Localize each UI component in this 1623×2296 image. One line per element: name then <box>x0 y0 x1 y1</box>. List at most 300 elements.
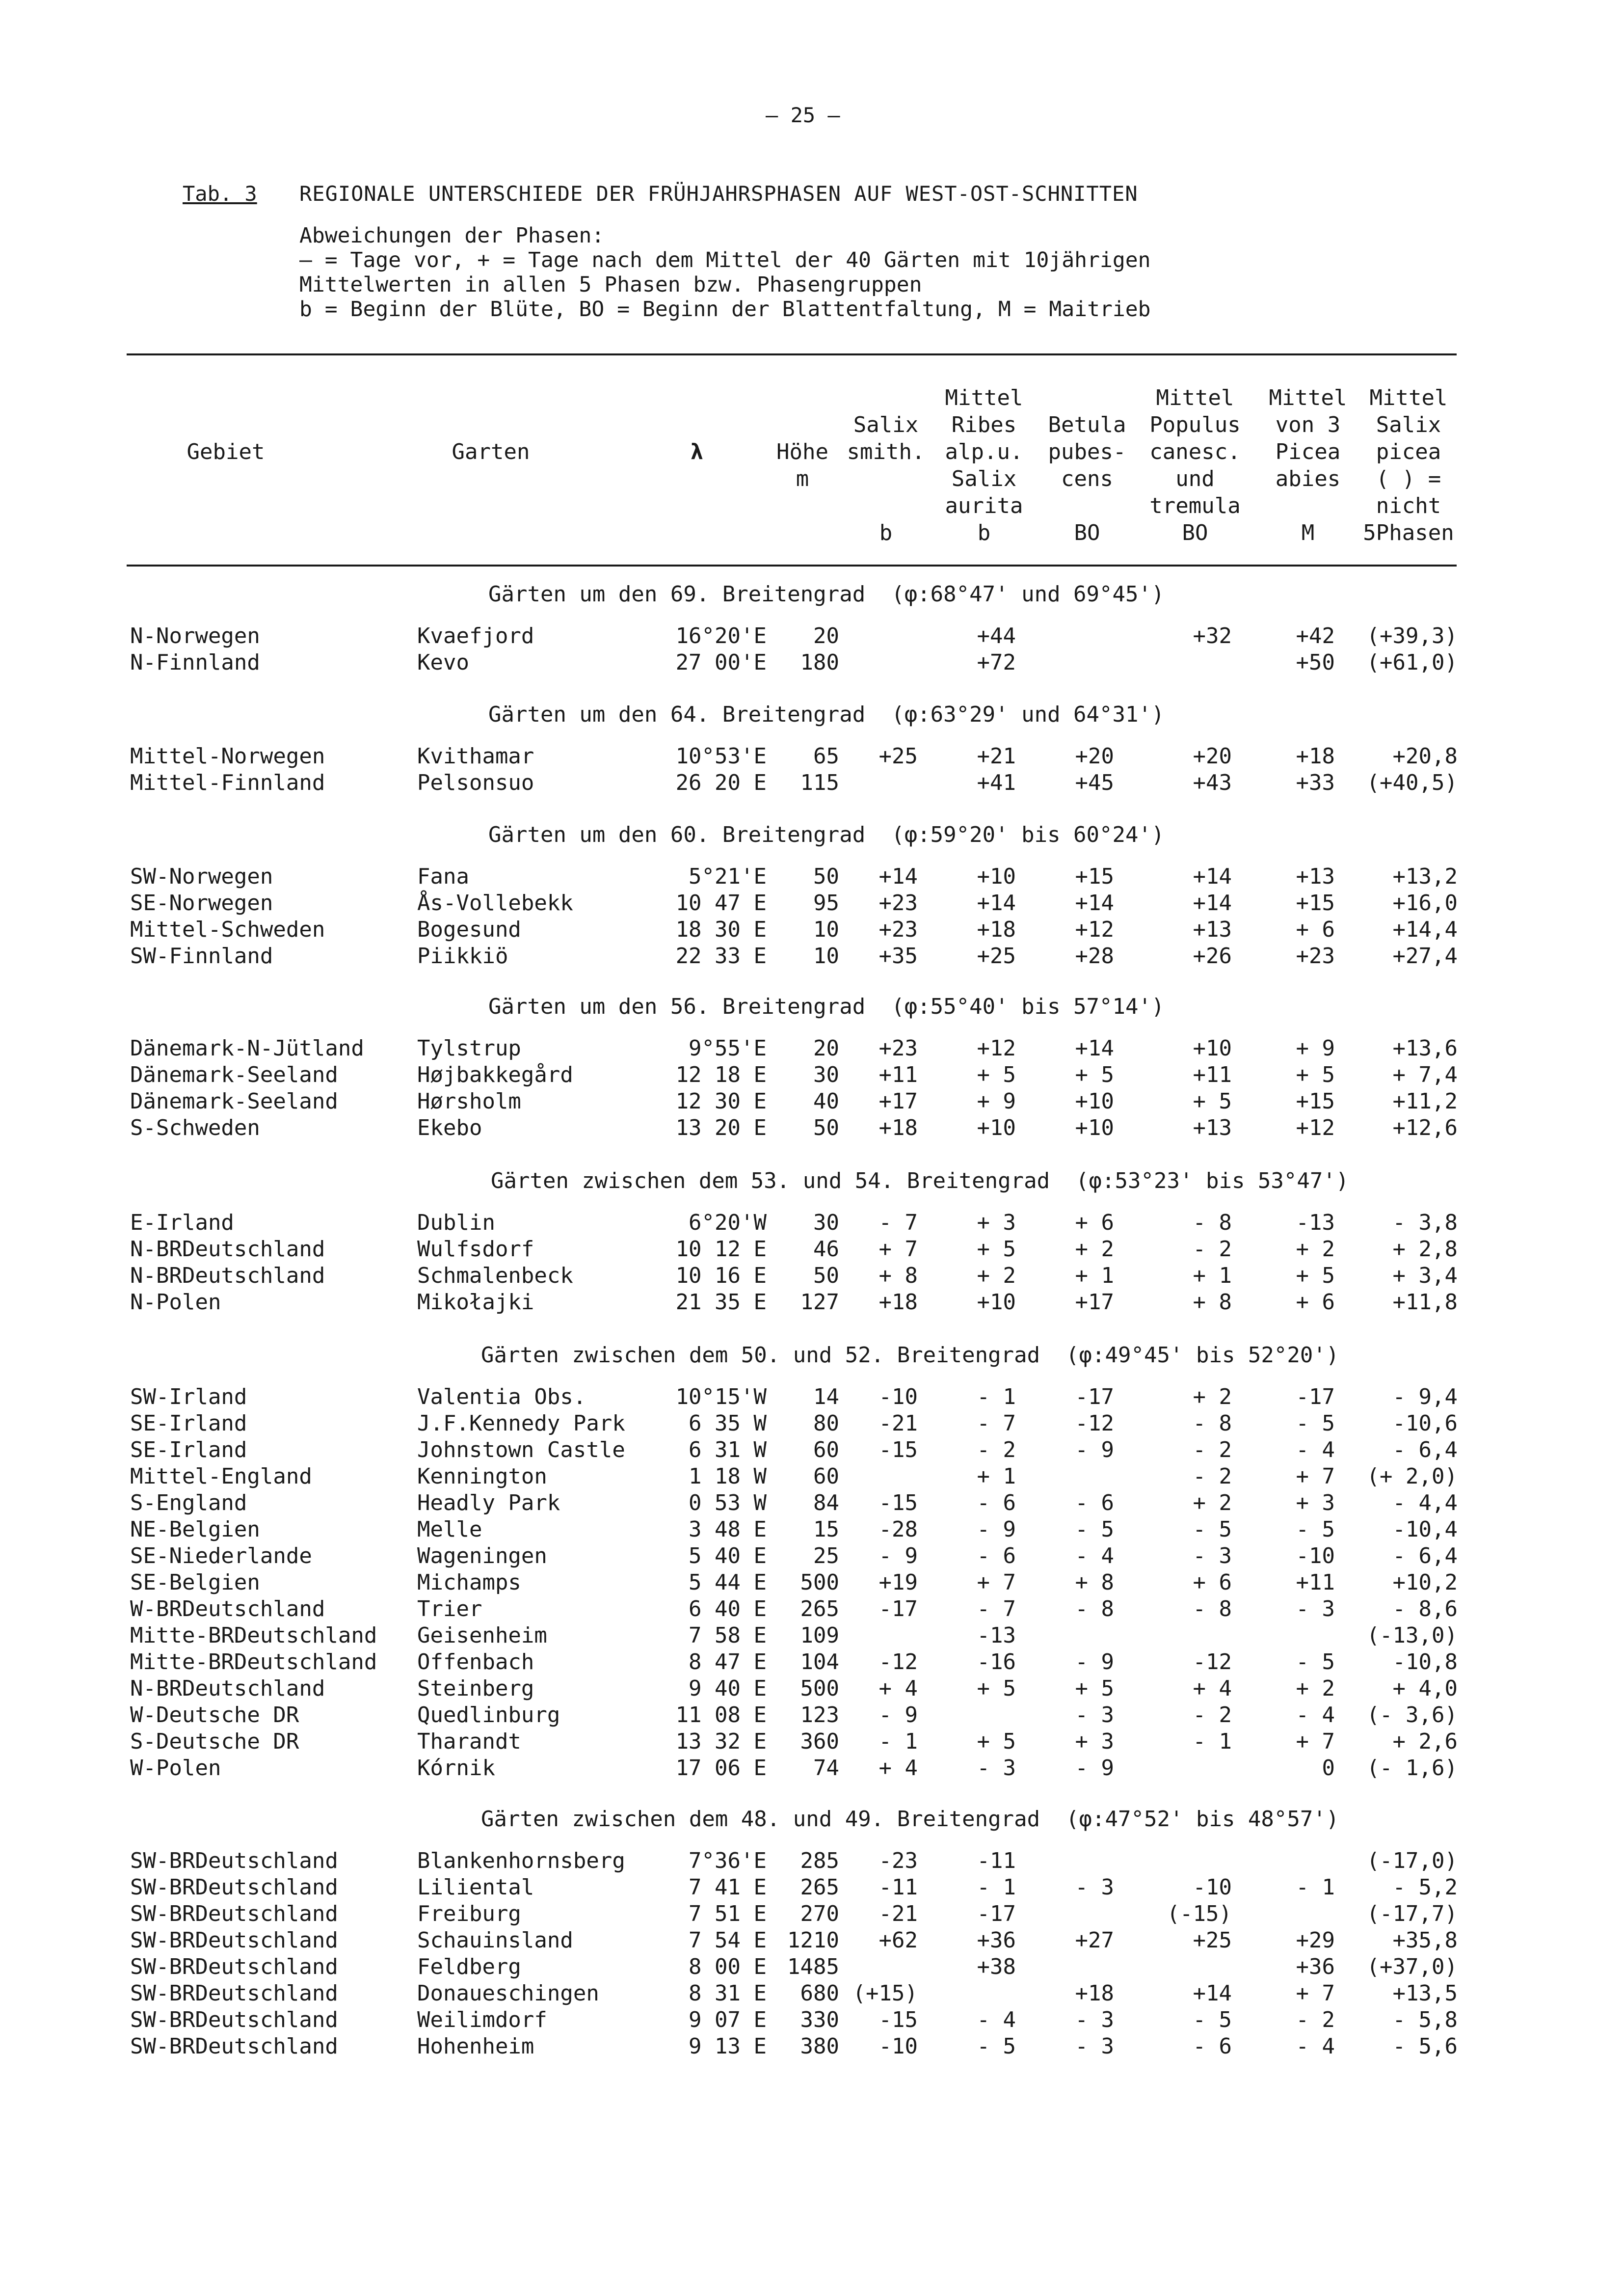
cell-hoehe: 1485 <box>787 1954 839 1979</box>
table-row <box>0 1875 1623 1901</box>
cell-salixp: +11,8 <box>1392 1290 1458 1315</box>
cell-populus: -12 <box>1193 1649 1232 1675</box>
table-row <box>0 1848 1623 1875</box>
cell-gebiet: SW-BRDeutschland <box>130 1901 338 1926</box>
cell-ribes: - 6 <box>977 1543 1016 1568</box>
cell-garten: Wageningen <box>417 1543 547 1568</box>
cell-gebiet: SW-BRDeutschland <box>130 1875 338 1900</box>
cell-salixp: (- 1,6) <box>1366 1756 1458 1781</box>
cell-salix: - 1 <box>878 1729 918 1754</box>
table-row <box>0 1954 1623 1981</box>
cell-ribes: -13 <box>977 1623 1016 1648</box>
cell-betula: +45 <box>1075 770 1114 795</box>
cell-salixp: +12,6 <box>1392 1115 1458 1140</box>
header-salix-smith: Salix smith. b <box>847 412 925 545</box>
cell-salix: -15 <box>878 1437 918 1462</box>
cell-garten: Michamps <box>417 1570 521 1595</box>
table-row <box>0 2007 1623 2034</box>
cell-hoehe: 84 <box>813 1490 839 1515</box>
cell-hoehe: 60 <box>813 1437 839 1462</box>
cell-salix: -15 <box>878 2007 918 2032</box>
cell-lam: 10°15'W <box>675 1384 767 1409</box>
cell-lam: 11 08 E <box>675 1702 767 1728</box>
table-row <box>0 1543 1623 1570</box>
cell-ribes: +44 <box>977 623 1016 648</box>
cell-lam: 22 33 E <box>675 944 767 969</box>
cell-garten: J.F.Kennedy Park <box>417 1411 625 1436</box>
cell-populus: - 2 <box>1193 1437 1232 1462</box>
cell-lam: 7 58 E <box>689 1623 767 1648</box>
cell-salixp: - 6,4 <box>1392 1543 1458 1568</box>
cell-ribes: +25 <box>977 944 1016 969</box>
cell-populus: +13 <box>1193 1115 1232 1140</box>
table-row <box>0 770 1623 797</box>
cell-hoehe: 40 <box>813 1089 839 1114</box>
cell-ribes: + 2 <box>977 1263 1016 1288</box>
table-row <box>0 1464 1623 1490</box>
cell-picea: + 3 <box>1296 1490 1335 1515</box>
cell-ribes: - 2 <box>977 1437 1016 1462</box>
cell-lam: 16°20'E <box>675 623 767 648</box>
cell-salix: - 9 <box>878 1702 918 1728</box>
cell-betula: + 5 <box>1075 1062 1114 1087</box>
cell-gebiet: N-Finnland <box>130 650 260 675</box>
cell-gebiet: N-BRDeutschland <box>130 1676 325 1701</box>
cell-hoehe: 60 <box>813 1464 839 1489</box>
cell-ribes: -11 <box>977 1848 1016 1873</box>
cell-garten: Ekebo <box>417 1115 482 1140</box>
cell-ribes: + 5 <box>977 1676 1016 1701</box>
cell-populus: + 4 <box>1193 1676 1232 1701</box>
cell-gebiet: SW-Irland <box>130 1384 247 1409</box>
cell-hoehe: 14 <box>813 1384 839 1409</box>
cell-picea: +33 <box>1296 770 1335 795</box>
cell-hoehe: 123 <box>800 1702 839 1728</box>
cell-gebiet: SE-Irland <box>130 1411 247 1436</box>
cell-salix: -12 <box>878 1649 918 1675</box>
cell-hoehe: 265 <box>800 1875 839 1900</box>
table-top-rule <box>127 353 1457 355</box>
cell-ribes: - 7 <box>977 1596 1016 1621</box>
header-ribes: Mittel Ribes alp.u. Salix aurita b <box>945 385 1023 545</box>
section-title: Gärten um den 69. Breitengrad (φ:68°47' und 69°45') <box>488 582 1165 607</box>
cell-hoehe: 25 <box>813 1543 839 1568</box>
cell-lam: 21 35 E <box>675 1290 767 1315</box>
cell-betula: - 3 <box>1075 1875 1114 1900</box>
cell-salixp: +13,2 <box>1392 864 1458 889</box>
table-row <box>0 917 1623 944</box>
cell-lam: 9°55'E <box>689 1036 767 1061</box>
table-row <box>0 1437 1623 1464</box>
cell-hoehe: 500 <box>800 1676 839 1701</box>
cell-betula: - 3 <box>1075 2034 1114 2059</box>
cell-salix: +17 <box>878 1089 918 1114</box>
cell-hoehe: 15 <box>813 1517 839 1542</box>
table-row <box>0 1756 1623 1782</box>
cell-gebiet: SW-BRDeutschland <box>130 1928 338 1953</box>
cell-lam: 9 13 E <box>689 2034 767 2059</box>
cell-gebiet: N-BRDeutschland <box>130 1263 325 1288</box>
cell-garten: Quedlinburg <box>417 1702 560 1728</box>
cell-garten: Kvaefjord <box>417 623 534 648</box>
cell-salixp: - 4,4 <box>1392 1490 1458 1515</box>
cell-salix: + 8 <box>878 1263 918 1288</box>
table-row <box>0 1384 1623 1411</box>
cell-lam: 9 07 E <box>689 2007 767 2032</box>
header-populus: Mittel Populus canesc. und tremula BO <box>1149 385 1241 545</box>
header-lambda: λ <box>690 439 704 464</box>
cell-populus: - 8 <box>1193 1596 1232 1621</box>
cell-hoehe: 80 <box>813 1411 839 1436</box>
cell-ribes: - 3 <box>977 1756 1016 1781</box>
cell-lam: 5 40 E <box>689 1543 767 1568</box>
note-line: Mittelwerten in allen 5 Phasen bzw. Phasengruppen <box>299 272 922 297</box>
cell-hoehe: 50 <box>813 1263 839 1288</box>
cell-salixp: - 5,8 <box>1392 2007 1458 2032</box>
cell-gebiet: Mittel-England <box>130 1464 312 1489</box>
cell-garten: Schmalenbeck <box>417 1263 573 1288</box>
cell-gebiet: S-Schweden <box>130 1115 260 1140</box>
table-row <box>0 1036 1623 1062</box>
cell-populus: -10 <box>1193 1875 1232 1900</box>
table-row <box>0 1490 1623 1517</box>
cell-gebiet: N-Norwegen <box>130 623 260 648</box>
cell-populus: - 6 <box>1193 2034 1232 2059</box>
cell-picea: +15 <box>1296 891 1335 916</box>
cell-salixp: +13,5 <box>1392 1981 1458 2006</box>
cell-populus: +43 <box>1193 770 1232 795</box>
cell-populus: +32 <box>1193 623 1232 648</box>
cell-populus: - 1 <box>1193 1729 1232 1754</box>
cell-salixp: -10,4 <box>1392 1517 1458 1542</box>
cell-ribes: +18 <box>977 917 1016 942</box>
cell-lam: 9 40 E <box>689 1676 767 1701</box>
header-gebiet: Gebiet <box>186 439 265 464</box>
table-row <box>0 1649 1623 1676</box>
table-row <box>0 1901 1623 1928</box>
cell-salixp: (-17,0) <box>1366 1848 1458 1873</box>
cell-populus: + 1 <box>1193 1263 1232 1288</box>
cell-betula: +10 <box>1075 1115 1114 1140</box>
cell-gebiet: SE-Irland <box>130 1437 247 1462</box>
table-row <box>0 1596 1623 1623</box>
cell-salix: +18 <box>878 1290 918 1315</box>
cell-ribes: +36 <box>977 1928 1016 1953</box>
cell-salixp: - 5,2 <box>1392 1875 1458 1900</box>
cell-picea: - 1 <box>1296 1875 1335 1900</box>
note-line: Abweichungen der Phasen: <box>299 223 605 248</box>
cell-picea: + 5 <box>1296 1062 1335 1087</box>
cell-picea: + 7 <box>1296 1464 1335 1489</box>
cell-gebiet: N-BRDeutschland <box>130 1237 325 1262</box>
cell-ribes: - 5 <box>977 2034 1016 2059</box>
cell-populus: +10 <box>1193 1036 1232 1061</box>
header-picea: Mittel von 3 Picea abies M <box>1269 385 1347 545</box>
cell-ribes: +12 <box>977 1036 1016 1061</box>
cell-garten: Højbakkegård <box>417 1062 573 1087</box>
cell-salix: + 7 <box>878 1237 918 1262</box>
cell-ribes: +21 <box>977 744 1016 769</box>
table-row <box>0 1089 1623 1115</box>
cell-picea: +36 <box>1296 1954 1335 1979</box>
cell-hoehe: 50 <box>813 864 839 889</box>
cell-betula: - 6 <box>1075 1490 1114 1515</box>
cell-ribes: - 9 <box>977 1517 1016 1542</box>
cell-betula: + 6 <box>1075 1210 1114 1235</box>
cell-lam: 7 51 E <box>689 1901 767 1926</box>
cell-garten: Feldberg <box>417 1954 521 1979</box>
cell-ribes: +72 <box>977 650 1016 675</box>
cell-populus: - 2 <box>1193 1702 1232 1728</box>
cell-garten: Hørsholm <box>417 1089 521 1114</box>
table-row <box>0 1570 1623 1596</box>
cell-betula: + 5 <box>1075 1676 1114 1701</box>
cell-garten: Mikołajki <box>417 1290 534 1315</box>
cell-lam: 7 41 E <box>689 1875 767 1900</box>
cell-salixp: (+61,0) <box>1366 650 1458 675</box>
table-row <box>0 944 1623 970</box>
cell-hoehe: 10 <box>813 944 839 969</box>
cell-lam: 10 12 E <box>675 1237 767 1262</box>
cell-salix: +23 <box>878 917 918 942</box>
cell-salixp: +16,0 <box>1392 891 1458 916</box>
cell-garten: Trier <box>417 1596 482 1621</box>
cell-salixp: + 4,0 <box>1392 1676 1458 1701</box>
cell-betula: -12 <box>1075 1411 1114 1436</box>
cell-gebiet: SW-BRDeutschland <box>130 2034 338 2059</box>
table-row <box>0 1517 1623 1543</box>
cell-salix: - 7 <box>878 1210 918 1235</box>
cell-populus: - 5 <box>1193 1517 1232 1542</box>
cell-betula: +15 <box>1075 864 1114 889</box>
cell-populus: - 2 <box>1193 1237 1232 1262</box>
cell-hoehe: 115 <box>800 770 839 795</box>
cell-garten: Pelsonsuo <box>417 770 534 795</box>
cell-hoehe: 270 <box>800 1901 839 1926</box>
cell-picea: + 6 <box>1296 1290 1335 1315</box>
cell-hoehe: 30 <box>813 1210 839 1235</box>
cell-ribes: - 7 <box>977 1411 1016 1436</box>
table-row <box>0 1237 1623 1263</box>
note-line: b = Beginn der Blüte, BO = Beginn der Blattentfaltung, M = Maitrieb <box>299 297 1151 322</box>
cell-betula: - 4 <box>1075 1543 1114 1568</box>
cell-betula: - 9 <box>1075 1649 1114 1675</box>
cell-salix: -21 <box>878 1901 918 1926</box>
section-title: Gärten um den 64. Breitengrad (φ:63°29' und 64°31') <box>488 702 1165 727</box>
section-title: Gärten zwischen dem 50. und 52. Breitengrad (φ:49°45' bis 52°20') <box>481 1343 1339 1368</box>
cell-lam: 7 54 E <box>689 1928 767 1953</box>
cell-salix: -15 <box>878 1490 918 1515</box>
cell-hoehe: 20 <box>813 1036 839 1061</box>
cell-picea: - 5 <box>1296 1649 1335 1675</box>
cell-lam: 0 53 W <box>689 1490 767 1515</box>
cell-populus: - 5 <box>1193 2007 1232 2032</box>
cell-salixp: (+ 2,0) <box>1366 1464 1458 1489</box>
cell-lam: 12 30 E <box>675 1089 767 1114</box>
cell-populus: +11 <box>1193 1062 1232 1087</box>
cell-hoehe: 265 <box>800 1596 839 1621</box>
cell-betula: + 3 <box>1075 1729 1114 1754</box>
cell-salix: -28 <box>878 1517 918 1542</box>
cell-ribes: -16 <box>977 1649 1016 1675</box>
cell-lam: 10 47 E <box>675 891 767 916</box>
cell-salixp: - 3,8 <box>1392 1210 1458 1235</box>
cell-populus: + 5 <box>1193 1089 1232 1114</box>
cell-ribes: +14 <box>977 891 1016 916</box>
cell-salix: +62 <box>878 1928 918 1953</box>
cell-betula: -17 <box>1075 1384 1114 1409</box>
cell-garten: Offenbach <box>417 1649 534 1675</box>
table-row <box>0 864 1623 891</box>
cell-garten: Dublin <box>417 1210 495 1235</box>
cell-garten: Schauinsland <box>417 1928 573 1953</box>
cell-gebiet: SW-Norwegen <box>130 864 273 889</box>
cell-salixp: (+39,3) <box>1366 623 1458 648</box>
cell-ribes: - 1 <box>977 1384 1016 1409</box>
cell-gebiet: W-Deutsche DR <box>130 1702 299 1728</box>
cell-lam: 18 30 E <box>675 917 767 942</box>
cell-salixp: +20,8 <box>1392 744 1458 769</box>
cell-salix: -10 <box>878 2034 918 2059</box>
cell-salixp: (-13,0) <box>1366 1623 1458 1648</box>
cell-ribes: + 9 <box>977 1089 1016 1114</box>
cell-salix: +23 <box>878 891 918 916</box>
cell-betula: - 5 <box>1075 1517 1114 1542</box>
cell-gebiet: S-England <box>130 1490 247 1515</box>
cell-populus: +13 <box>1193 917 1232 942</box>
cell-populus: + 8 <box>1193 1290 1232 1315</box>
cell-betula: +10 <box>1075 1089 1114 1114</box>
table-row <box>0 1062 1623 1089</box>
cell-garten: Liliental <box>417 1875 534 1900</box>
cell-ribes: +10 <box>977 1290 1016 1315</box>
cell-salix: -10 <box>878 1384 918 1409</box>
cell-betula: +18 <box>1075 1981 1114 2006</box>
cell-lam: 6 40 E <box>689 1596 767 1621</box>
cell-garten: Kvithamar <box>417 744 534 769</box>
cell-populus: +20 <box>1193 744 1232 769</box>
cell-betula: + 8 <box>1075 1570 1114 1595</box>
cell-populus: +14 <box>1193 1981 1232 2006</box>
cell-picea: - 4 <box>1296 1437 1335 1462</box>
cell-garten: Donaueschingen <box>417 1981 599 2006</box>
cell-gebiet: SW-Finnland <box>130 944 273 969</box>
cell-salixp: -10,8 <box>1392 1649 1458 1675</box>
cell-picea: +11 <box>1296 1570 1335 1595</box>
page-number: – 25 – <box>766 103 840 127</box>
cell-gebiet: Mitte-BRDeutschland <box>130 1649 377 1675</box>
cell-picea: - 5 <box>1296 1517 1335 1542</box>
cell-betula: +14 <box>1075 891 1114 916</box>
header-salix-picea: Mittel Salix picea ( ) = nicht 5Phasen <box>1363 385 1454 545</box>
cell-salixp: (+40,5) <box>1366 770 1458 795</box>
cell-hoehe: 10 <box>813 917 839 942</box>
section-title: Gärten um den 56. Breitengrad (φ:55°40' bis 57°14') <box>488 994 1165 1019</box>
cell-salixp: - 5,6 <box>1392 2034 1458 2059</box>
cell-populus: - 3 <box>1193 1543 1232 1568</box>
cell-picea: - 2 <box>1296 2007 1335 2032</box>
cell-salix: +18 <box>878 1115 918 1140</box>
cell-lam: 27 00'E <box>675 650 767 675</box>
cell-garten: Headly Park <box>417 1490 560 1515</box>
cell-garten: Geisenheim <box>417 1623 547 1648</box>
section-title: Gärten zwischen dem 53. und 54. Breitengrad (φ:53°23' bis 53°47') <box>491 1168 1349 1193</box>
cell-lam: 5 44 E <box>689 1570 767 1595</box>
cell-hoehe: 500 <box>800 1570 839 1595</box>
cell-garten: Freiburg <box>417 1901 521 1926</box>
cell-populus: +14 <box>1193 864 1232 889</box>
cell-garten: Valentia Obs. <box>417 1384 586 1409</box>
cell-betula: - 9 <box>1075 1437 1114 1462</box>
table-row <box>0 1115 1623 1142</box>
cell-salix: -17 <box>878 1596 918 1621</box>
cell-gebiet: S-Deutsche DR <box>130 1729 299 1754</box>
cell-betula: +12 <box>1075 917 1114 942</box>
cell-betula: - 9 <box>1075 1756 1114 1781</box>
cell-salix: +35 <box>878 944 918 969</box>
cell-gebiet: Mitte-BRDeutschland <box>130 1623 377 1648</box>
cell-garten: Melle <box>417 1517 482 1542</box>
cell-garten: Steinberg <box>417 1676 534 1701</box>
cell-salix: -11 <box>878 1875 918 1900</box>
cell-picea: + 2 <box>1296 1237 1335 1262</box>
cell-picea: + 9 <box>1296 1036 1335 1061</box>
cell-gebiet: SW-BRDeutschland <box>130 1954 338 1979</box>
cell-betula: +27 <box>1075 1928 1114 1953</box>
cell-salixp: +35,8 <box>1392 1928 1458 1953</box>
table-row <box>0 623 1623 650</box>
cell-lam: 8 47 E <box>689 1649 767 1675</box>
cell-ribes: -17 <box>977 1901 1016 1926</box>
cell-salixp: -10,6 <box>1392 1411 1458 1436</box>
cell-gebiet: Dänemark-Seeland <box>130 1089 338 1114</box>
cell-salixp: (- 3,6) <box>1366 1702 1458 1728</box>
table-label: Tab. 3 <box>183 182 257 206</box>
table-row <box>0 1729 1623 1756</box>
cell-gebiet: W-Polen <box>130 1756 221 1781</box>
table-row <box>0 1210 1623 1237</box>
cell-salix: (+15) <box>852 1981 918 2006</box>
table-row <box>0 2034 1623 2060</box>
cell-picea: -13 <box>1296 1210 1335 1235</box>
cell-gebiet: Mittel-Schweden <box>130 917 325 942</box>
cell-picea: +42 <box>1296 623 1335 648</box>
cell-gebiet: W-BRDeutschland <box>130 1596 325 1621</box>
cell-salix: +25 <box>878 744 918 769</box>
cell-betula: - 3 <box>1075 1702 1114 1728</box>
cell-lam: 10 16 E <box>675 1263 767 1288</box>
cell-populus: - 2 <box>1193 1464 1232 1489</box>
table-row <box>0 1676 1623 1702</box>
cell-ribes: + 5 <box>977 1729 1016 1754</box>
cell-ribes: + 3 <box>977 1210 1016 1235</box>
cell-gebiet: Mittel-Norwegen <box>130 744 325 769</box>
cell-ribes: +10 <box>977 864 1016 889</box>
cell-lam: 8 00 E <box>689 1954 767 1979</box>
header-betula: Betula pubes- cens BO <box>1048 412 1126 545</box>
cell-picea: - 5 <box>1296 1411 1335 1436</box>
cell-garten: Hohenheim <box>417 2034 534 2059</box>
cell-lam: 13 20 E <box>675 1115 767 1140</box>
cell-salixp: - 8,6 <box>1392 1596 1458 1621</box>
cell-ribes: +41 <box>977 770 1016 795</box>
cell-gebiet: E-Irland <box>130 1210 234 1235</box>
cell-garten: Johnstown Castle <box>417 1437 625 1462</box>
cell-salixp: +13,6 <box>1392 1036 1458 1061</box>
cell-salixp: +11,2 <box>1392 1089 1458 1114</box>
cell-salix: +19 <box>878 1570 918 1595</box>
cell-lam: 26 20 E <box>675 770 767 795</box>
